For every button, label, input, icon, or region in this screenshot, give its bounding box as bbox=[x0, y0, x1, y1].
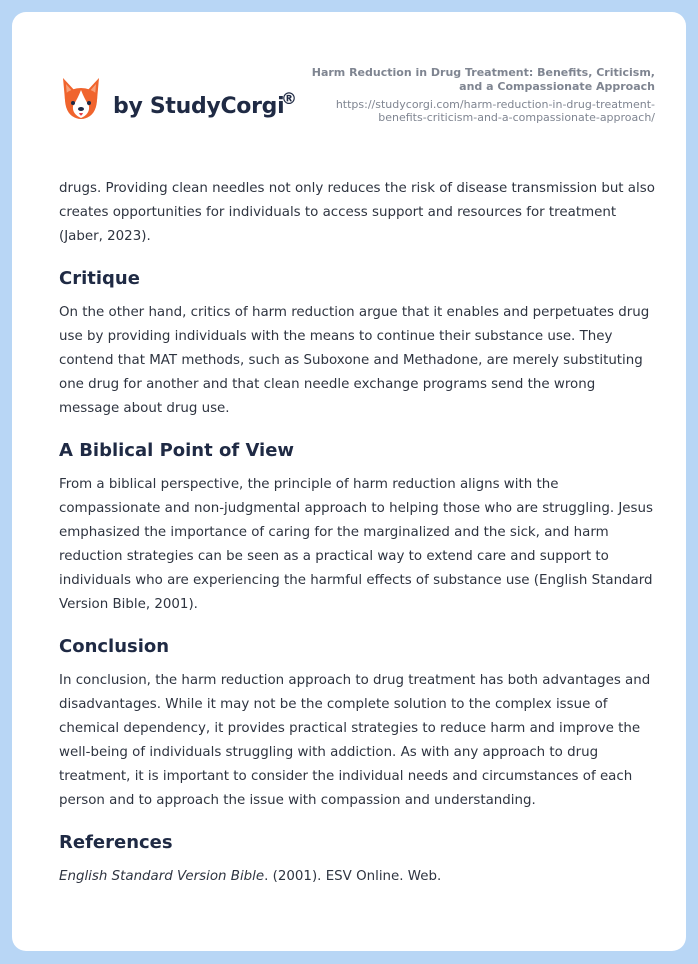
logo-wordmark: by StudyCorgi bbox=[113, 94, 285, 119]
registered-mark: ® bbox=[281, 89, 297, 108]
corgi-logo-icon bbox=[60, 76, 102, 122]
section-heading-references: References bbox=[59, 832, 173, 853]
section-heading-biblical: A Biblical Point of View bbox=[59, 440, 295, 461]
document-page bbox=[12, 12, 686, 951]
studycorgi-logo[interactable] bbox=[60, 76, 310, 126]
reference-details: . (2001). ESV Online. Web. bbox=[264, 869, 442, 884]
section-paragraph-conclusion: In conclusion, the harm reduction approach to drug treatment has both advantages and disadvantages. While it may not be the complete solution to the complex issue of chemical dependency, it provides practical strategies to reduce harm and improve the well-being of individuals struggling with addiction. As with any approach to drug treatment, it is important to consider the individual needs and circumstances of each person and to approach the issue with compassion and understanding. bbox=[59, 673, 651, 808]
reference-title: English Standard Version Bible bbox=[59, 869, 265, 884]
document-url[interactable]: https://studycorgi.com/harm-reduction-in-drug-treatment-benefits-criticism-and-a-compassionate-approach/ bbox=[335, 98, 655, 124]
section-paragraph-biblical: From a biblical perspective, the principle of harm reduction aligns with the compassionate and non-judgmental approach to helping those who are struggling. Jesus emphasized the importance of caring for the marginalized and the sick, and harm reduction strategies can be seen as a practical way to extend care and support to individuals who are experiencing the harmful effects of substance use (English Standard Version Bible, 2001). bbox=[59, 477, 653, 612]
section-heading-critique: Critique bbox=[59, 268, 140, 289]
section-paragraph-critique: On the other hand, critics of harm reduction argue that it enables and perpetuates drug use by providing individuals with the means to continue their substance use. They contend that MAT methods, such as Suboxone and Methadone, are merely substituting one drug for another and that clean needle exchange programs send the wrong message about drug use. bbox=[59, 305, 650, 416]
reference-entry bbox=[59, 865, 659, 889]
document-title: Harm Reduction in Drug Treatment: Benefits, Criticism, and a Compassionate Approach bbox=[311, 66, 655, 93]
section-heading-conclusion: Conclusion bbox=[59, 636, 170, 657]
document-body bbox=[59, 177, 659, 889]
intro-paragraph: drugs. Providing clean needles not only reduces the risk of disease transmission but also creates opportunities for individuals to access support and resources for treatment (Jaber, 2023). bbox=[59, 181, 655, 244]
page-header bbox=[12, 12, 686, 152]
document-meta bbox=[295, 66, 655, 124]
